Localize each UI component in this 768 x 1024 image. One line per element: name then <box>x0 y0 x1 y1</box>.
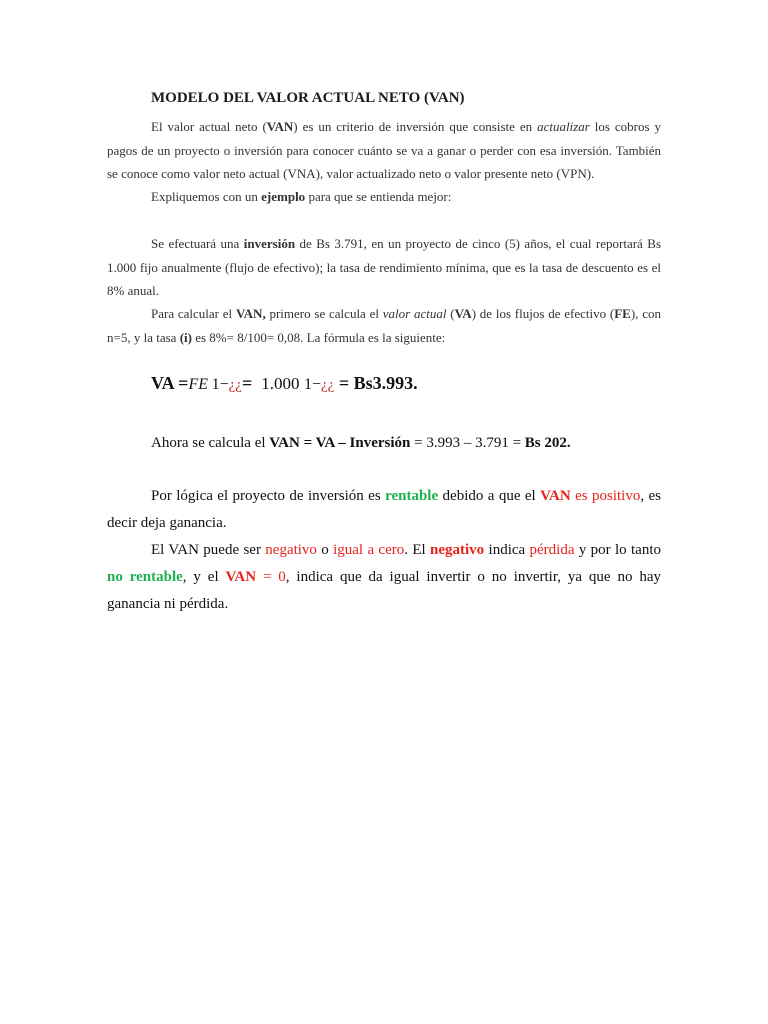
paragraph-van-result: Ahora se calcula el VAN = VA – Inversión = 3.993 – 3.791 = Bs 202. <box>151 435 571 451</box>
paragraph-example-intro: Expliquemos con un ejemplo para que se entienda mejor: <box>151 189 452 204</box>
va-formula: VA =FE 1−¿¿= 1.000 1−¿¿ = Bs3.993. <box>151 373 418 393</box>
paragraph-investment: Se efectuará una inversión de Bs 3.791, en un proyecto de cinco (5) años, el cual reportará Bs 1.000 fijo anualmente (flujo de efectivo); la tasa de rendimiento mínima, que es la tasa de descuento es el 8% anual. <box>107 236 662 298</box>
paragraph-negative-zero: El VAN puede ser negativo o igual a cero. El negativo indica pérdida y por lo tanto no rentable, y el VAN = 0, indica que da igual invertir o no invertir, ya que no hay ganancia ni pérdida. <box>107 542 661 612</box>
paragraph-definition: El valor actual neto (VAN) es un criterio de inversión que consiste en actualizar los cobros y pagos de un proyecto o inversión para conocer cuánto se va a ganar o perder con esa inversión. También se conoce como valor neto actual (VNA), valor actualizado neto o valor presente neto (VPN). <box>107 119 661 181</box>
document-title: MODELO DEL VALOR ACTUAL NETO (VAN) <box>151 90 465 106</box>
paragraph-profitable: Por lógica el proyecto de inversión es rentable debido a que el VAN es positivo, es decir deja ganancia. <box>107 488 661 531</box>
paragraph-calculation: Para calcular el VAN, primero se calcula el valor actual (VA) de los flujos de efectivo (FE), con n=5, y la tasa (i) es 8%= 8/100= 0,08. La fórmula es la siguiente: <box>107 306 661 345</box>
